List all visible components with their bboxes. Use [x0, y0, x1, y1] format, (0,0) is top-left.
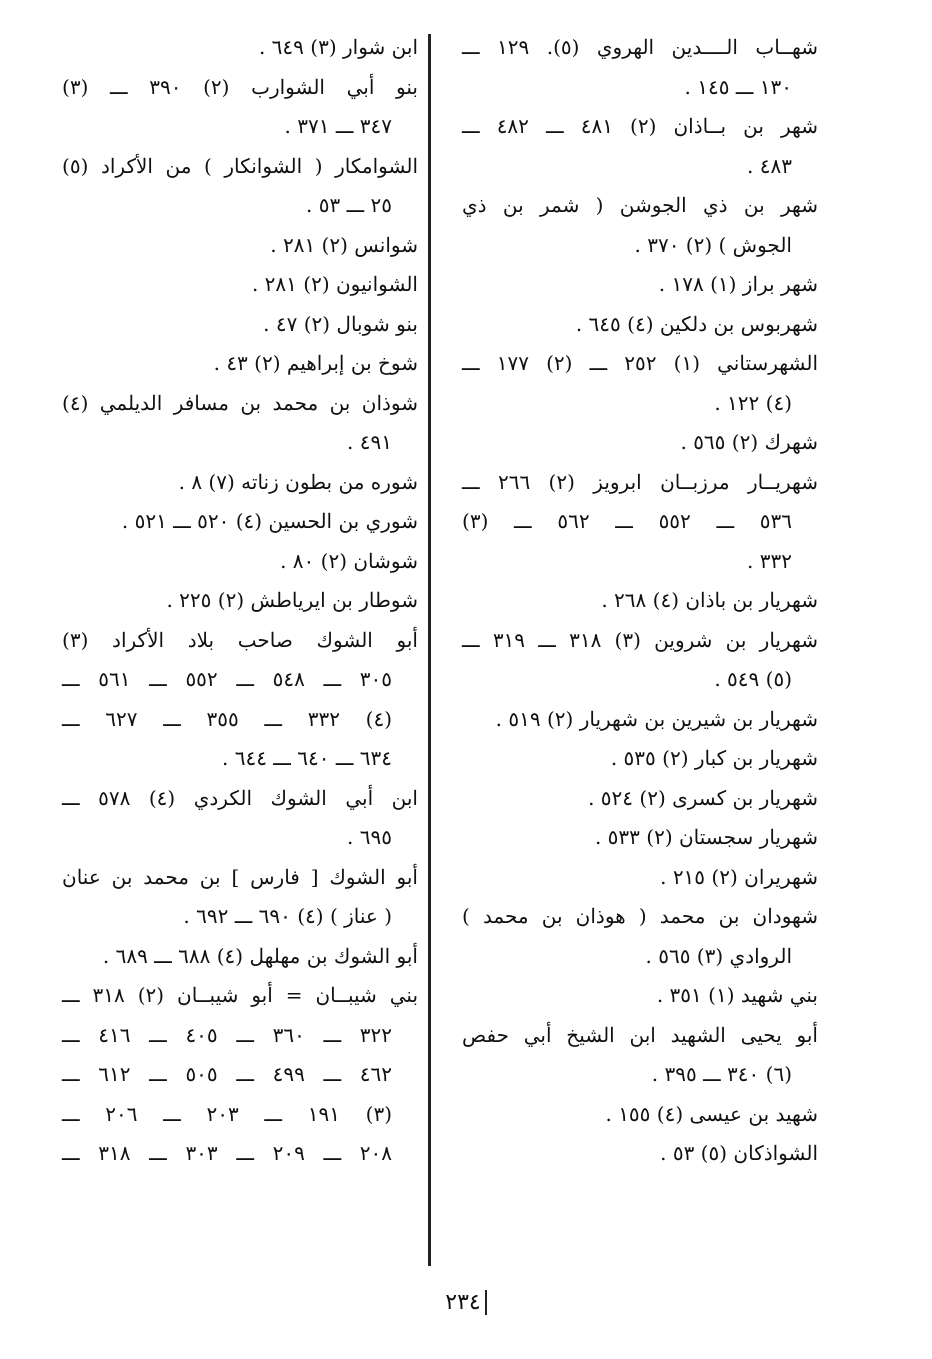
index-entry: شوري بن الحسين (٤) ٥٢٠ ـــ ٥٢١ . [121, 509, 418, 533]
index-entry: شوانس (٢) ٢٨١ . [270, 232, 418, 257]
index-entry: شهريار بن كسرى (٢) ٥٢٤ . [588, 785, 818, 810]
index-entry-continuation: ( عناز ) (٤) ٦٩٠ ـــ ٦٩٢ . [183, 904, 392, 928]
index-entry-continuation: الجوش ) (٢) ٣٧٠ . [634, 232, 792, 257]
index-entry: أبو الشوك [ فارس ] بن محمد بن عنان [62, 864, 418, 889]
index-entry: بني شهيد (١) ٣٥١ . [656, 983, 818, 1007]
index-entry: شهربوس بن دلكين (٤) ٦٤٥ . [575, 311, 818, 336]
index-entry: شهيد بن عيسى (٤) ١٥٥ . [605, 1101, 818, 1126]
index-entry-continuation: ٣٣٢ . [747, 548, 792, 573]
index-entry: شهريار بن شروين (٣) ٣١٨ ـــ ٣١٩ ـــ [462, 627, 818, 652]
index-entry: الشهرستاني (١) ٢٥٢ ـــ (٢) ١٧٧ ـــ [462, 351, 819, 375]
index-entry: شهريــار مرزبــان ابرويز (٢) ٢٦٦ ـــ [462, 469, 818, 494]
index-entry-continuation: (٤) ١٢٢ . [714, 390, 792, 415]
index-entry-continuation: ٤٩١ . [347, 430, 392, 454]
index-entry: الشوامكار ( الشوانكار ) من الأكراد (٥) [62, 153, 418, 178]
index-entry: شوطار بن ايرياطش (٢) ٢٢٥ . [166, 588, 418, 612]
index-entry: الشوانيون (٢) ٢٨١ . [251, 272, 418, 296]
index-entry: شوذان بن محمد بن مسافر الديلمي (٤) [62, 390, 418, 415]
index-entry: شهــاب الــــدين الهروي (٥). ١٢٩ ـــ [462, 35, 818, 59]
index-entry: أبو يحيى الشهيد ابن الشيخ أبي حفص [462, 1022, 818, 1047]
index-entry: بنو أبي الشوارب (٢) ٣٩٠ ـــ (٣) [62, 74, 418, 99]
index-entry: بني شيبــان = أبو شيبــان (٢) ٣١٨ ـــ [62, 983, 419, 1007]
index-entry: شهريار بن شيرين بن شهريار (٢) ٥١٩ . [495, 706, 818, 731]
page-number [0, 1290, 932, 1315]
index-entry: شهريران (٢) ٢١٥ . [660, 864, 818, 889]
index-entry-continuation: (٦) ٣٤٠ ـــ ٣٩٥ . [651, 1062, 792, 1086]
index-entry: بنو شوبال (٢) ٤٧ . [263, 311, 418, 336]
page-number-text: ٢٣٤ [445, 1290, 486, 1315]
index-entry-continuation: ٣٤٧ ـــ ٣٧١ . [284, 114, 392, 138]
index-entry-continuation: ٢٥ ـــ ٥٣ . [306, 193, 392, 217]
index-entry: شهر بن ذي الجوشن ( شمر بن ذي [462, 193, 819, 217]
index-entry: الشواذكان (٥) ٥٣ . [660, 1141, 818, 1165]
index-entry-continuation: ٦٩٥ . [347, 825, 392, 849]
column-divider [428, 34, 431, 1266]
index-entry: شوشان (٢) ٨٠ . [280, 548, 418, 573]
index-entry-continuation: (٣) ١٩١ ـــ ٢٠٣ ـــ ٢٠٦ ـــ [62, 1101, 393, 1126]
index-entry-continuation: ١٣٠ ـــ ١٤٥ . [684, 74, 792, 99]
index-entry: شهريار بن كبار (٢) ٥٣٥ . [610, 746, 818, 770]
index-entry: ابن أبي الشوك الكردي (٤) ٥٧٨ ـــ [62, 785, 418, 810]
index-entry: شهر بن بــاذان (٢) ٤٨١ ـــ ٤٨٢ ـــ [462, 114, 819, 138]
index-entry: شوره من بطون زناته (٧) ٨ . [178, 469, 418, 494]
index-entry: شهر براز (١) ١٧٨ . [658, 272, 818, 296]
index-entry-continuation: (٤) ٣٣٢ ـــ ٣٥٥ ـــ ٦٢٧ ـــ [62, 706, 393, 731]
index-entry: شهرك (٢) ٥٦٥ . [680, 430, 818, 454]
index-entry: أبو الشوك بن مهلهل (٤) ٦٨٨ ـــ ٦٨٩ . [102, 943, 418, 968]
index-entry-continuation: (٥) ٥٤٩ . [714, 667, 792, 691]
index-entry-continuation: ٥٣٦ ـــ ٥٥٢ ـــ ٥٦٢ ـــ (٣) [462, 509, 793, 533]
index-entry-continuation: ٤٦٢ ـــ ٤٩٩ ـــ ٥٠٥ ـــ ٦١٢ ـــ [62, 1062, 393, 1086]
index-entry-continuation: ٣٢٢ ـــ ٣٦٠ ـــ ٤٠٥ ـــ ٤١٦ ـــ [62, 1022, 393, 1047]
index-entry: شهودان بن محمد ( هوذان بن محمد ) [462, 904, 818, 928]
index-entry: أبو الشوك صاحب بلاد الأكراد (٣) [62, 627, 418, 652]
index-entry: شوخ بن إبراهيم (٢) ٤٣ . [213, 351, 418, 375]
index-entry-continuation: ٤٨٣ . [747, 153, 792, 178]
index-entry-continuation: الروادي (٣) ٥٦٥ . [645, 943, 792, 968]
index-entry: شهريار بن باذان (٤) ٢٦٨ . [601, 588, 818, 612]
right-column [462, 28, 818, 1174]
index-entry: ابن شوار (٣) ٦٤٩ . [258, 35, 418, 59]
index-entry: شهريار سجستان (٢) ٥٣٣ . [594, 825, 818, 849]
index-entry-continuation: ٦٣٤ ـــ ٦٤٠ ـــ ٦٤٤ . [221, 746, 392, 770]
index-entry-continuation: ٢٠٨ ـــ ٢٠٩ ـــ ٣٠٣ ـــ ٣١٨ ـــ [62, 1141, 393, 1165]
index-entry-continuation: ٣٠٥ ـــ ٥٤٨ ـــ ٥٥٢ ـــ ٥٦١ ـــ [62, 667, 393, 691]
left-column [62, 28, 418, 1174]
